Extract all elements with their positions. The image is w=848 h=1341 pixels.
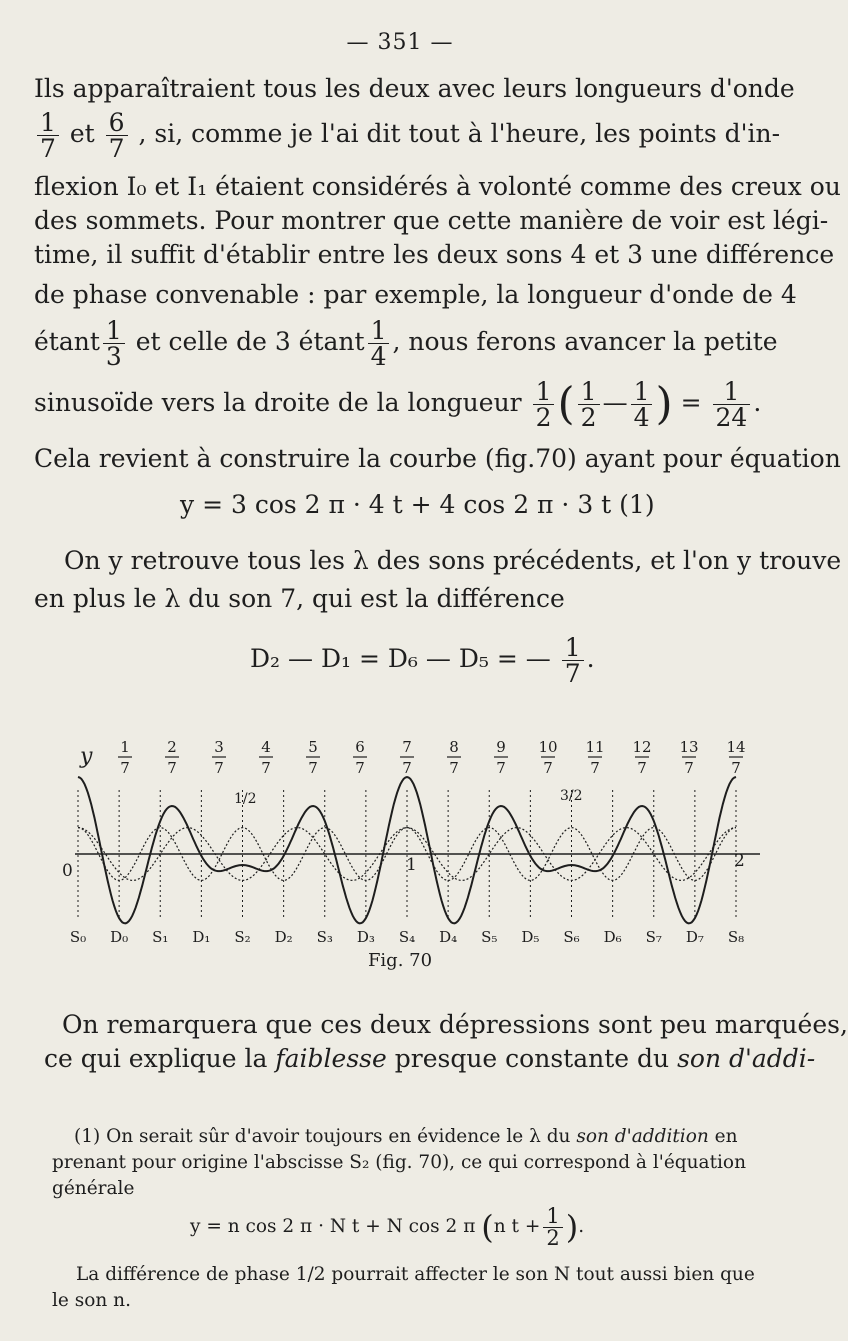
bottom-label: S₃ bbox=[316, 928, 333, 946]
mid-label-three-halves: 3/2 bbox=[560, 788, 583, 804]
top-fraction-label bbox=[118, 738, 132, 777]
fraction: $\frac{1}{7}$ bbox=[562, 635, 584, 686]
footnote-line: générale bbox=[52, 1178, 135, 1199]
text-line: sinusoïde vers la droite de la longueur $\frac{1}{2}$ ( $\frac{1}{2}$ — $\frac{1}{4}$ ) = $\frac{1}{24}$ . bbox=[34, 377, 762, 432]
text-line: On remarquera que ces deux dépressions sont peu marquées, bbox=[62, 1010, 848, 1039]
sinusoid-figure bbox=[0, 730, 800, 950]
text-line: en plus le λ du son 7, qui est la différence bbox=[34, 584, 565, 613]
text-line: flexion I₀ et I₁ étaient considérés à volonté comme des creux ou bbox=[34, 172, 841, 201]
bottom-label: D₁ bbox=[192, 928, 211, 946]
text-line: time, il suffit d'établir entre les deux sons 4 et 3 une différence bbox=[34, 240, 835, 269]
svg-text:7: 7 bbox=[308, 759, 318, 777]
top-fraction-label bbox=[447, 738, 461, 777]
svg-text:3: 3 bbox=[214, 738, 224, 756]
bottom-label: D₂ bbox=[274, 928, 293, 946]
fraction: $\frac{1}{4}$ bbox=[368, 318, 390, 369]
svg-text:10: 10 bbox=[538, 738, 558, 756]
svg-text:7: 7 bbox=[590, 759, 600, 777]
svg-text:1: 1 bbox=[120, 738, 130, 756]
text-line: On y retrouve tous les λ des sons précédents, et l'on y trouve bbox=[64, 546, 842, 575]
text-line: de phase convenable : par exemple, la longueur d'onde de 4 bbox=[34, 280, 797, 309]
top-fraction-label bbox=[165, 738, 179, 777]
bottom-label: S₅ bbox=[481, 928, 498, 946]
footnote-line: le son n. bbox=[52, 1290, 131, 1311]
top-fraction-label bbox=[632, 738, 651, 777]
text-line: Ils apparaîtraient tous les deux avec leurs longueurs d'onde bbox=[34, 74, 795, 103]
bottom-label: D₄ bbox=[439, 928, 458, 946]
top-fraction-label bbox=[353, 738, 367, 777]
svg-text:7: 7 bbox=[637, 759, 647, 777]
top-fraction-label bbox=[538, 738, 557, 777]
top-fraction-label bbox=[726, 738, 745, 777]
bottom-label: S₂ bbox=[234, 928, 251, 946]
fraction: $\frac{1}{2}$ bbox=[533, 379, 555, 430]
fraction: $\frac{1}{3}$ bbox=[103, 318, 125, 369]
text-line: ce qui explique la faiblesse presque constante du son d'addi- bbox=[44, 1044, 816, 1073]
svg-text:14: 14 bbox=[726, 738, 746, 756]
svg-text:8: 8 bbox=[449, 738, 459, 756]
bottom-label: S₁ bbox=[152, 928, 169, 946]
top-fraction-label bbox=[306, 738, 320, 777]
top-fraction-label bbox=[585, 738, 604, 777]
svg-text:7: 7 bbox=[261, 759, 271, 777]
top-fraction-label bbox=[212, 738, 226, 777]
bottom-label: S₆ bbox=[563, 928, 580, 946]
svg-text:2: 2 bbox=[167, 738, 177, 756]
bottom-label: S₈ bbox=[727, 928, 745, 946]
equation: y = 3 cos 2 π · 4 t + 4 cos 2 π · 3 t (1) bbox=[180, 490, 655, 519]
svg-text:7: 7 bbox=[402, 759, 412, 777]
svg-text:7: 7 bbox=[496, 759, 506, 777]
footnote-equation: y = n cos 2 π · N t + N cos 2 π (n t + $\frac{1}{2}$ ). bbox=[190, 1203, 585, 1250]
text-line: des sommets. Pour montrer que cette manière de voir est légi- bbox=[34, 206, 829, 235]
bottom-label: D₀ bbox=[110, 928, 129, 946]
mid-label-half: 1/2 bbox=[234, 791, 257, 807]
top-fraction-label bbox=[259, 738, 273, 777]
svg-text:5: 5 bbox=[308, 738, 318, 756]
svg-text:7: 7 bbox=[355, 759, 365, 777]
figure-caption: Fig. 70 bbox=[367, 950, 433, 971]
svg-text:7: 7 bbox=[214, 759, 224, 777]
svg-text:7: 7 bbox=[120, 759, 130, 777]
footnote-line: La différence de phase 1/2 pourrait affecter le son N tout aussi bien que bbox=[76, 1264, 755, 1285]
svg-text:11: 11 bbox=[585, 738, 605, 756]
axis-label-1: 1 bbox=[406, 855, 417, 875]
fraction: $\frac{6}{7}$ bbox=[106, 110, 128, 161]
text-line: étant $\frac{1}{3}$ et celle de 3 étant $\frac{1}{4}$ , nous ferons avancer la petite bbox=[34, 316, 778, 371]
equation: D₂ — D₁ = D₆ — D₅ = — $\frac{1}{7}$ . bbox=[250, 633, 595, 688]
svg-text:7: 7 bbox=[684, 759, 694, 777]
footnote-line: (1) On serait sûr d'avoir toujours en évidence le λ du son d'addition en bbox=[74, 1126, 738, 1147]
fraction: $\frac{1}{7}$ bbox=[37, 110, 59, 161]
axis-label-0: 0 bbox=[62, 861, 73, 881]
page-number: — 351 — bbox=[346, 30, 454, 55]
top-fraction-label bbox=[400, 738, 414, 777]
bottom-label: D₃ bbox=[356, 928, 375, 946]
svg-text:7: 7 bbox=[731, 759, 741, 777]
svg-text:7: 7 bbox=[543, 759, 553, 777]
bottom-label: D₅ bbox=[521, 928, 540, 946]
svg-text:7: 7 bbox=[402, 738, 412, 756]
svg-text:13: 13 bbox=[679, 738, 699, 756]
top-fraction-label bbox=[679, 738, 698, 777]
bottom-label: S₇ bbox=[645, 928, 662, 946]
text-line: $\frac{1}{7}$ et $\frac{6}{7}$ , si, comme je l'ai dit tout à l'heure, les points d'in- bbox=[34, 104, 770, 164]
bottom-label: D₇ bbox=[685, 928, 704, 946]
bottom-label: S₄ bbox=[398, 928, 416, 946]
bottom-label: S₀ bbox=[69, 928, 87, 946]
y-axis-label: y bbox=[80, 744, 93, 769]
top-fraction-label bbox=[494, 738, 508, 777]
svg-text:12: 12 bbox=[632, 738, 652, 756]
svg-text:4: 4 bbox=[261, 738, 271, 756]
svg-text:7: 7 bbox=[167, 759, 177, 777]
svg-text:9: 9 bbox=[496, 738, 506, 756]
fraction: $\frac{1}{24}$ bbox=[713, 379, 751, 430]
svg-text:7: 7 bbox=[449, 759, 459, 777]
text-line: Cela revient à construire la courbe (fig.70) ayant pour équation bbox=[34, 444, 841, 473]
svg-text:6: 6 bbox=[355, 738, 365, 756]
axis-label-2: 2 bbox=[734, 851, 745, 871]
footnote-line: prenant pour origine l'abscisse S₂ (fig. 70), ce qui correspond à l'équation bbox=[52, 1152, 746, 1173]
bottom-label: D₆ bbox=[603, 928, 622, 946]
